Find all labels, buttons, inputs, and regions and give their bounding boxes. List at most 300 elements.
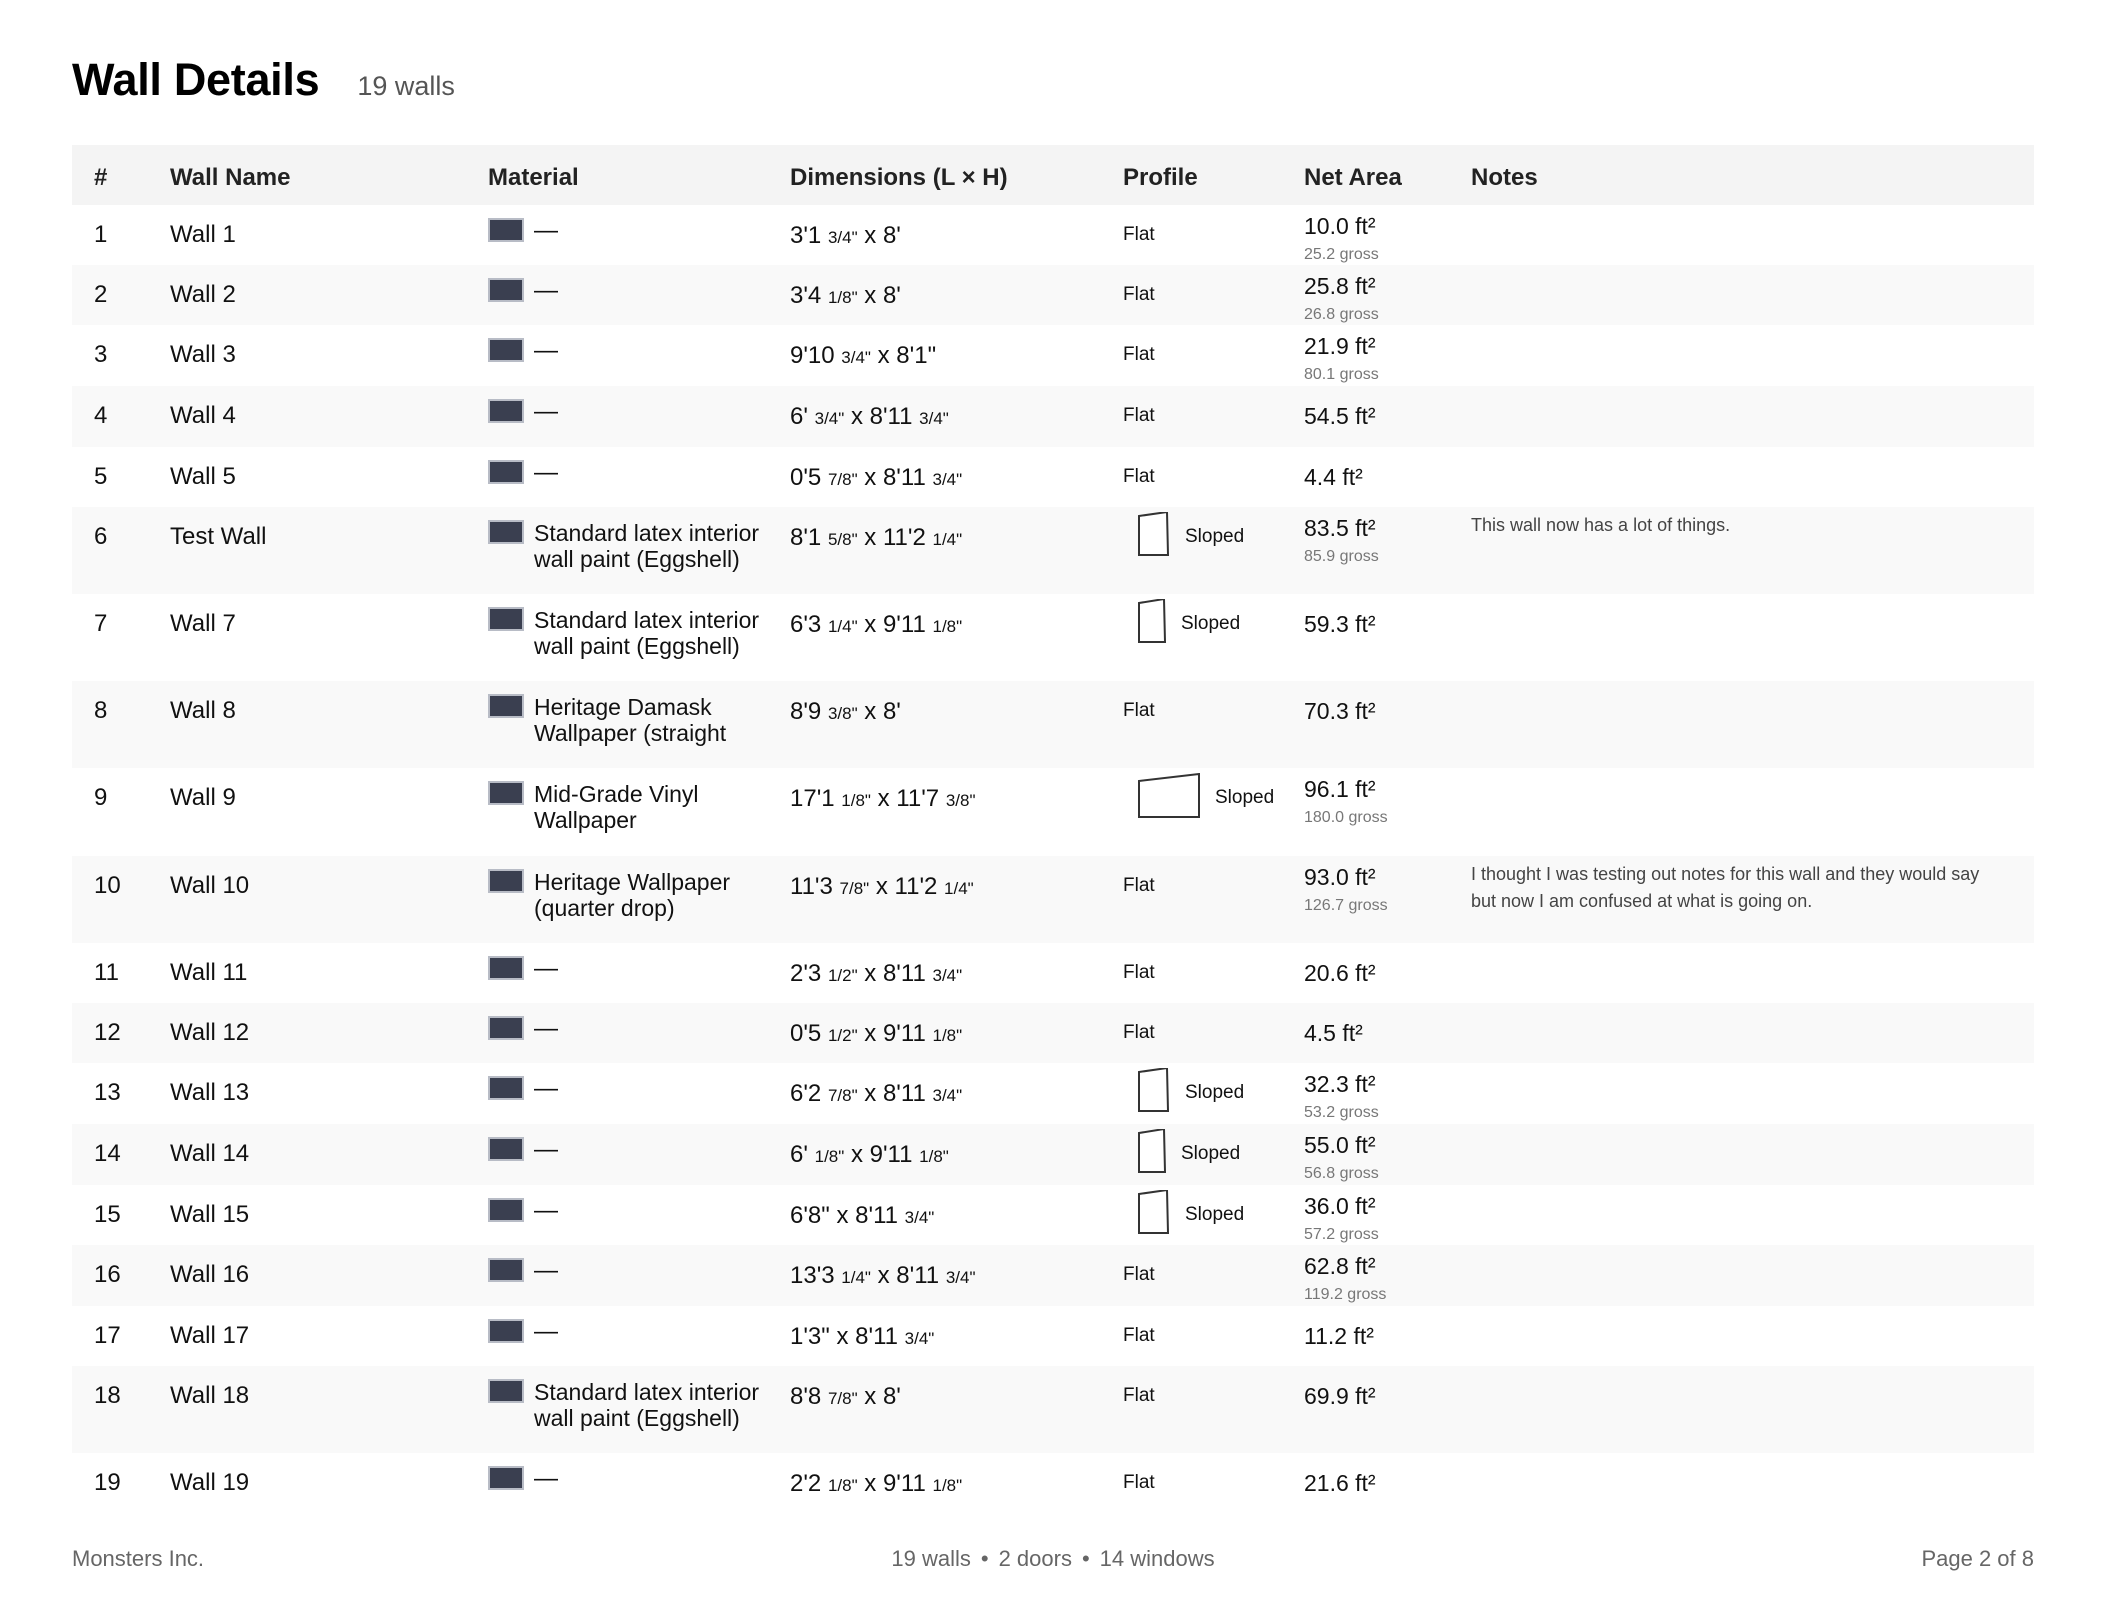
dimension-fraction: 1/8" [932, 1026, 963, 1045]
dimensions [790, 1080, 962, 1107]
column-header-material: Material [488, 145, 790, 205]
wall-name: Wall 15 [170, 1201, 250, 1228]
material-swatch [488, 1258, 524, 1282]
dimensions-cell [790, 507, 1123, 594]
profile-cell [1123, 1306, 1304, 1366]
wall-name-cell [170, 856, 488, 943]
wall-name-cell [170, 265, 488, 325]
material-swatch [488, 1016, 524, 1040]
material-cell [488, 856, 790, 943]
notes-cell [1471, 386, 2034, 447]
dimensions [790, 403, 949, 430]
dimension-fraction: 1/4" [841, 1268, 871, 1287]
net-area: 4.5 ft² [1304, 1020, 1363, 1046]
net-area: 4.4 ft² [1304, 464, 1363, 490]
dimensions-cell [790, 1003, 1123, 1063]
dimension-part: x 8' [857, 222, 901, 249]
profile-type: Flat [1123, 466, 1155, 487]
material-cell [488, 1003, 790, 1063]
profile-type: Sloped [1215, 787, 1275, 808]
table-row [72, 1245, 2034, 1306]
dimension-fraction: 3/4" [932, 966, 963, 985]
net-area: 83.5 ft² [1304, 515, 1376, 541]
material-cell [488, 1306, 790, 1366]
profile-type: Sloped [1181, 1143, 1241, 1164]
table-body [72, 205, 2034, 1513]
table-row [72, 856, 2034, 943]
profile-cell [1123, 1063, 1304, 1124]
dimension-part: x 9'11 [857, 611, 926, 638]
notes-cell [1471, 205, 2034, 265]
notes-cell [1471, 1003, 2034, 1063]
wall-number: 17 [94, 1322, 121, 1349]
dimension-part: x 8' [857, 282, 901, 309]
dimension-fraction: 3/8" [827, 704, 858, 723]
table-row [72, 1306, 2034, 1366]
wall-name-cell [170, 1453, 488, 1513]
dimension-fraction: 3/8" [945, 791, 976, 810]
dimension-part: 17'1 [790, 785, 835, 812]
wall-number: 15 [94, 1201, 121, 1228]
dimension-part: x 11'2 [869, 873, 938, 900]
gross-area: 53.2 gross [1304, 1104, 1379, 1121]
wall-name-cell [170, 386, 488, 447]
material-name: — [534, 955, 558, 982]
net-area: 69.9 ft² [1304, 1383, 1376, 1409]
material-name: Standard latex interior wall paint (Eggshell) [534, 1379, 760, 1431]
table-row [72, 594, 2034, 681]
notes-cell [1471, 1245, 2034, 1306]
wall-name-cell [170, 594, 488, 681]
wall-name-cell [170, 1185, 488, 1245]
dimensions-cell [790, 1124, 1123, 1185]
profile-cell [1123, 1245, 1304, 1306]
wall-name-cell [170, 768, 488, 856]
material-name: — [534, 1075, 558, 1102]
material-swatch [488, 781, 524, 805]
wall-number: 12 [94, 1019, 121, 1046]
dimensions [790, 342, 936, 369]
material-name: — [534, 1465, 558, 1492]
dimension-fraction: 1/8" [814, 1147, 845, 1166]
gross-area: 80.1 gross [1304, 366, 1379, 383]
dimensions [790, 1020, 962, 1047]
wall-number: 7 [94, 610, 108, 637]
net-area-cell [1304, 265, 1471, 325]
wall-name: Wall 5 [170, 463, 236, 490]
profile-cell [1123, 1453, 1304, 1513]
profile-cell [1123, 1185, 1304, 1245]
net-area: 21.9 ft² [1304, 333, 1376, 359]
net-area-cell [1304, 594, 1471, 681]
material-name: Mid-Grade Vinyl Wallpaper [534, 781, 699, 833]
notes-cell [1471, 681, 2034, 768]
wall-number-cell [72, 1306, 170, 1366]
dimension-part: 8'1 [790, 524, 822, 551]
table-row [72, 205, 2034, 265]
notes-cell [1471, 1306, 2034, 1366]
material-swatch [488, 338, 524, 362]
footer-summary [72, 1546, 2034, 1572]
material-cell [488, 1063, 790, 1124]
notes-cell [1471, 856, 2034, 943]
dimension-part: 2'3 [790, 960, 822, 987]
net-area: 55.0 ft² [1304, 1132, 1376, 1158]
dimension-fraction: 3/4" [932, 1086, 963, 1105]
wall-name: Wall 16 [170, 1261, 250, 1288]
table-row [72, 768, 2034, 856]
gross-area: 25.2 gross [1304, 246, 1379, 263]
material-name: — [534, 1015, 558, 1042]
dimensions-cell [790, 594, 1123, 681]
material-cell [488, 447, 790, 507]
table-row [72, 265, 2034, 325]
footer-doors: 2 doors [998, 1546, 1072, 1571]
dimensions-cell [790, 386, 1123, 447]
net-area: 21.6 ft² [1304, 1470, 1376, 1496]
table-header [72, 145, 2034, 205]
profile-type: Flat [1123, 1264, 1155, 1285]
dimension-fraction: 1/8" [932, 1476, 963, 1495]
material-name: Heritage Damask Wallpaper (straight [534, 694, 727, 746]
wall-number: 2 [94, 281, 108, 308]
material-swatch [488, 1137, 524, 1161]
gross-area: 126.7 gross [1304, 897, 1388, 914]
wall-number: 9 [94, 784, 108, 811]
dimension-part: 0'5 [790, 464, 822, 491]
notes-cell [1471, 1063, 2034, 1124]
gross-area: 180.0 gross [1304, 809, 1388, 826]
wall-name: Wall 11 [170, 959, 248, 986]
net-area: 36.0 ft² [1304, 1193, 1376, 1219]
wall-details-table [72, 145, 2034, 1513]
material-swatch [488, 956, 524, 980]
wall-number-cell [72, 1245, 170, 1306]
dimension-part: 11'3 [790, 873, 833, 900]
wall-number: 16 [94, 1261, 121, 1288]
column-header-num: # [72, 145, 170, 205]
table-row [72, 325, 2034, 386]
net-area-cell [1304, 943, 1471, 1003]
footer-walls: 19 walls [891, 1546, 971, 1571]
wall-name: Wall 18 [170, 1382, 250, 1409]
dimension-part: x 8'1" [870, 342, 937, 369]
dimension-fraction: 3/4" [945, 1268, 976, 1287]
profile-cell [1123, 856, 1304, 943]
profile-cell [1123, 507, 1304, 594]
material-name: — [534, 459, 558, 486]
dimensions-cell [790, 265, 1123, 325]
profile-cell [1123, 768, 1304, 856]
dimensions-cell [790, 205, 1123, 265]
dimension-part: x 9'11 [844, 1141, 913, 1168]
dimension-part: x 8'11 [870, 1262, 940, 1289]
dimension-part: x 9'11 [857, 1470, 926, 1497]
material-name: — [534, 277, 558, 304]
sloped-profile-icon [1137, 1190, 1171, 1241]
wall-number-cell [72, 681, 170, 768]
net-area-cell [1304, 386, 1471, 447]
wall-number-cell [72, 1366, 170, 1453]
wall-notes: I thought I was testing out notes for this wall and they would say but now I am confused at what is going on. [1471, 864, 1980, 911]
sloped-profile-icon [1137, 599, 1167, 650]
net-area: 70.3 ft² [1304, 698, 1376, 724]
material-swatch [488, 694, 524, 718]
material-name: — [534, 337, 558, 364]
material-cell [488, 265, 790, 325]
material-cell [488, 943, 790, 1003]
dimensions-cell [790, 1453, 1123, 1513]
material-cell [488, 386, 790, 447]
notes-cell [1471, 1453, 2034, 1513]
material-cell [488, 1366, 790, 1453]
dimensions-cell [790, 1245, 1123, 1306]
table-row [72, 1453, 2034, 1513]
profile-cell [1123, 1003, 1304, 1063]
profile-cell [1123, 681, 1304, 768]
wall-number-cell [72, 265, 170, 325]
net-area: 25.8 ft² [1304, 273, 1376, 299]
table-row [72, 1124, 2034, 1185]
material-swatch [488, 1319, 524, 1343]
net-area: 20.6 ft² [1304, 960, 1376, 986]
wall-name-cell [170, 1306, 488, 1366]
page-title: Wall Details [72, 54, 320, 105]
wall-name-cell [170, 1366, 488, 1453]
profile-type: Sloped [1185, 1204, 1245, 1225]
dimension-fraction: 3/4" [841, 348, 871, 367]
dimension-part: 6' [790, 1141, 808, 1168]
dimension-fraction: 3/4" [932, 470, 963, 489]
wall-number-cell [72, 1063, 170, 1124]
profile-cell [1123, 205, 1304, 265]
dimensions [790, 1202, 934, 1229]
gross-area: 85.9 gross [1304, 548, 1379, 565]
wall-name-cell [170, 325, 488, 386]
dimension-fraction: 7/8" [827, 470, 858, 489]
dimensions [790, 873, 974, 900]
wall-name: Wall 3 [170, 341, 236, 368]
dimension-part: x 8' [857, 1383, 901, 1410]
profile-cell [1123, 1124, 1304, 1185]
profile-type: Flat [1123, 224, 1155, 245]
net-area-cell [1304, 325, 1471, 386]
material-name: — [534, 1318, 558, 1345]
profile-type: Sloped [1185, 526, 1245, 547]
notes-cell [1471, 943, 2034, 1003]
material-cell [488, 1124, 790, 1185]
material-swatch [488, 607, 524, 631]
sloped-profile-icon [1137, 1068, 1171, 1119]
profile-cell [1123, 447, 1304, 507]
material-swatch [488, 1198, 524, 1222]
dimensions-cell [790, 943, 1123, 1003]
dimension-fraction: 3/4" [904, 1329, 935, 1348]
dimension-part: 13'3 [790, 1262, 835, 1289]
material-swatch [488, 278, 524, 302]
gross-area: 119.2 gross [1304, 1286, 1387, 1303]
dimension-part: x 11'7 [870, 785, 940, 812]
profile-type: Flat [1123, 700, 1155, 721]
material-name: Standard latex interior wall paint (Eggshell) [534, 520, 760, 572]
profile-cell [1123, 265, 1304, 325]
wall-number-cell [72, 768, 170, 856]
material-name: Heritage Wallpaper (quarter drop) [534, 869, 731, 921]
material-cell [488, 325, 790, 386]
wall-name: Test Wall [170, 523, 267, 550]
dimensions-cell [790, 1306, 1123, 1366]
wall-name-cell [170, 447, 488, 507]
net-area-cell [1304, 205, 1471, 265]
dimension-part: x 8'11 [857, 464, 926, 491]
material-cell [488, 594, 790, 681]
wall-name-cell [170, 1003, 488, 1063]
table-row [72, 386, 2034, 447]
wall-number-cell [72, 205, 170, 265]
net-area-cell [1304, 507, 1471, 594]
material-cell [488, 1453, 790, 1513]
dimensions [790, 464, 962, 491]
net-area-cell [1304, 1306, 1471, 1366]
wall-count: 19 walls [357, 71, 455, 101]
wall-number: 1 [94, 221, 108, 248]
material-cell [488, 205, 790, 265]
dimension-fraction: 1/2" [827, 1026, 858, 1045]
table-row [72, 681, 2034, 768]
dimension-part: 3'1 [790, 222, 822, 249]
profile-type: Flat [1123, 284, 1155, 305]
notes-cell [1471, 1124, 2034, 1185]
dimension-part: 3'4 [790, 282, 822, 309]
table-row [72, 1185, 2034, 1245]
material-swatch [488, 460, 524, 484]
wall-number-cell [72, 856, 170, 943]
net-area: 32.3 ft² [1304, 1071, 1376, 1097]
profile-cell [1123, 325, 1304, 386]
dimensions [790, 1470, 962, 1497]
profile-type: Flat [1123, 875, 1155, 896]
dimension-fraction: 3/4" [919, 409, 949, 428]
dimension-fraction: 1/8" [841, 791, 871, 810]
net-area-cell [1304, 1185, 1471, 1245]
dimension-fraction: 7/8" [827, 1086, 858, 1105]
net-area-cell [1304, 856, 1471, 943]
footer-separator: • [1081, 1546, 1090, 1571]
wall-name: Wall 19 [170, 1469, 250, 1496]
wall-name: Wall 10 [170, 872, 250, 899]
gross-area: 26.8 gross [1304, 306, 1379, 323]
wall-name-cell [170, 1124, 488, 1185]
wall-name-cell [170, 1063, 488, 1124]
profile-type: Flat [1123, 344, 1155, 365]
dimensions-cell [790, 1366, 1123, 1453]
wall-number-cell [72, 447, 170, 507]
dimensions-cell [790, 1063, 1123, 1124]
net-area-cell [1304, 1453, 1471, 1513]
material-cell [488, 1245, 790, 1306]
dimension-fraction: 7/8" [839, 879, 870, 898]
net-area: 54.5 ft² [1304, 403, 1376, 429]
wall-number-cell [72, 325, 170, 386]
notes-cell [1471, 1185, 2034, 1245]
net-area: 11.2 ft² [1304, 1323, 1374, 1349]
sloped-profile-icon [1137, 1129, 1167, 1180]
wall-number-cell [72, 1185, 170, 1245]
column-header-dimensions: Dimensions (L × H) [790, 145, 1123, 205]
dimension-part: 6' [790, 403, 808, 430]
dimension-fraction: 1/8" [827, 1476, 858, 1495]
wall-name: Wall 2 [170, 281, 236, 308]
net-area-cell [1304, 1366, 1471, 1453]
profile-cell [1123, 1366, 1304, 1453]
wall-number: 3 [94, 341, 108, 368]
dimension-fraction: 3/4" [814, 409, 845, 428]
wall-notes: This wall now has a lot of things. [1471, 515, 1731, 535]
dimensions [790, 1383, 901, 1410]
dimension-fraction: 5/8" [827, 530, 858, 549]
wall-number: 14 [94, 1140, 121, 1167]
wall-number: 5 [94, 463, 108, 490]
dimension-fraction: 1/8" [932, 617, 963, 636]
wall-number: 8 [94, 697, 108, 724]
dimension-fraction: 1/8" [919, 1147, 949, 1166]
wall-name: Wall 1 [170, 221, 236, 248]
wall-number: 11 [94, 959, 119, 986]
wall-number-cell [72, 943, 170, 1003]
wall-name: Wall 4 [170, 402, 236, 429]
dimensions [790, 524, 962, 551]
dimension-fraction: 1/8" [827, 288, 858, 307]
net-area: 10.0 ft² [1304, 213, 1376, 239]
profile-cell [1123, 594, 1304, 681]
profile-cell [1123, 386, 1304, 447]
notes-cell [1471, 447, 2034, 507]
dimensions-cell [790, 325, 1123, 386]
material-swatch [488, 1379, 524, 1403]
dimension-part: x 8'11 [844, 403, 913, 430]
notes-cell [1471, 265, 2034, 325]
footer-windows: 14 windows [1099, 1546, 1215, 1571]
material-name: — [534, 398, 558, 425]
wall-name: Wall 7 [170, 610, 236, 637]
profile-type: Flat [1123, 1385, 1155, 1406]
wall-number-cell [72, 1003, 170, 1063]
wall-number: 6 [94, 523, 108, 550]
profile-type: Flat [1123, 405, 1155, 426]
gross-area: 57.2 gross [1304, 1226, 1379, 1243]
dimension-part: 6'8" x 8'11 [790, 1202, 898, 1229]
notes-cell [1471, 1366, 2034, 1453]
notes-cell [1471, 768, 2034, 856]
dimension-part: 8'9 [790, 698, 822, 725]
wall-number: 10 [94, 872, 121, 899]
dimension-part: x 8'11 [857, 1080, 926, 1107]
dimension-fraction: 7/8" [827, 1389, 858, 1408]
dimensions [790, 698, 901, 725]
dimensions [790, 1141, 949, 1168]
dimensions [790, 1323, 934, 1350]
notes-cell [1471, 594, 2034, 681]
dimensions-cell [790, 768, 1123, 856]
dimension-part: 8'8 [790, 1383, 822, 1410]
footer-company: Monsters Inc. [72, 1546, 205, 1571]
wall-number: 19 [94, 1469, 121, 1496]
dimension-fraction: 3/4" [904, 1208, 935, 1227]
footer-page-number: Page 2 of 8 [1921, 1546, 2034, 1571]
dimensions [790, 611, 962, 638]
table-row [72, 507, 2034, 594]
notes-cell [1471, 507, 2034, 594]
